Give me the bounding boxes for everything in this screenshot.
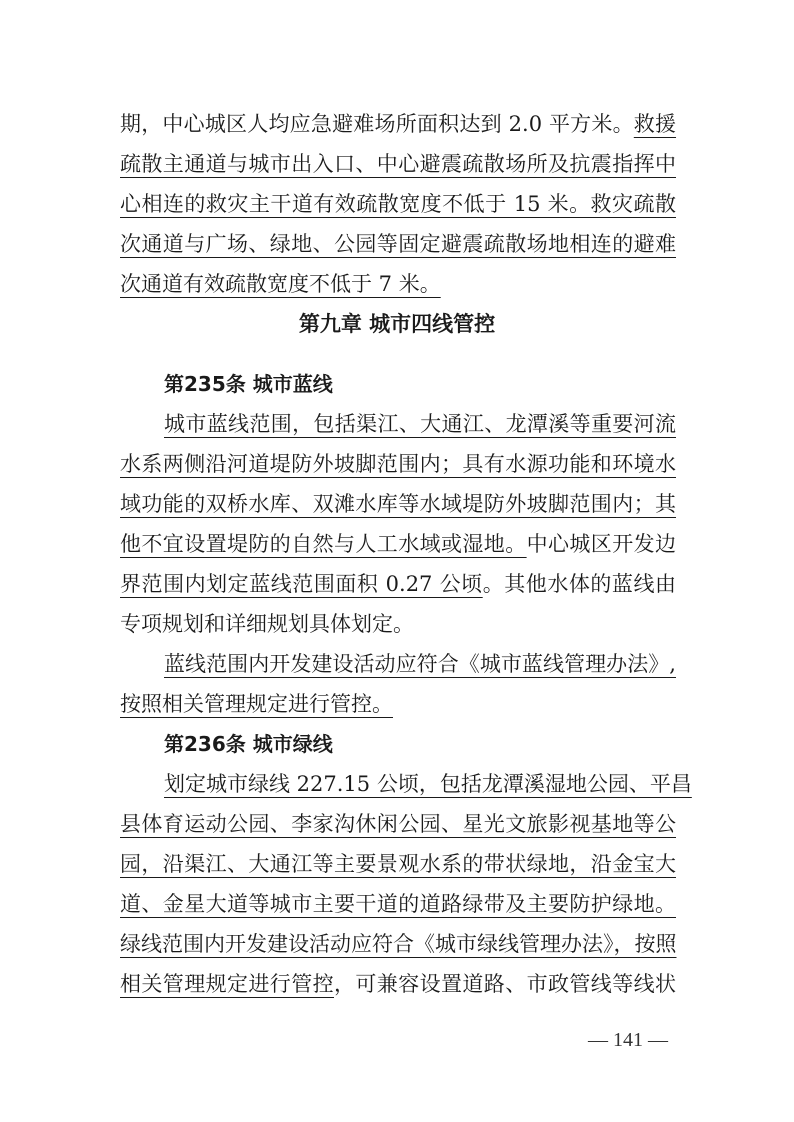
text-line [164, 764, 692, 804]
text-line [120, 884, 676, 924]
text-line [120, 144, 676, 184]
underlined-text: 道、金星大道等城市主要干道的道路绿带及主要防护绿地。 [120, 892, 676, 916]
text-line [120, 264, 676, 304]
text-segment: ，可兼容设置道路、市政管线等线状 [334, 972, 676, 996]
underlined-text: 蓝线范围内开发建设活动应符合《城市蓝线管理办法》, [164, 652, 676, 676]
text-line [120, 224, 676, 264]
underlined-text: 他不宜设置堤防的自然与人工水域或湿地。 [120, 532, 527, 556]
underlined-text: 心相连的救灾主干道有效疏散宽度不低于 15 米。救灾疏散 [120, 192, 676, 216]
underlined-text: 疏散主通道与城市出入口、中心避震疏散场所及抗震指挥中 [120, 152, 676, 176]
underlined-text: 水系两侧沿河道堤防外坡脚范围内；具有水源功能和环境水 [120, 452, 676, 476]
underlined-text: 次通道有效疏散宽度不低于 7 米。 [120, 272, 441, 296]
underlined-text: 绿线范围内开发建设活动应符合《城市绿线管理办法》，按照 [120, 932, 677, 956]
underlined-text: 界范围内划定蓝线范围面积 0.27 公顷 [120, 572, 483, 596]
text-line [120, 924, 676, 964]
article-236-heading: 第236条 城市绿线 [164, 732, 333, 756]
underlined-text: 相关管理规定进行管控 [120, 972, 334, 996]
text-line [120, 104, 676, 144]
text-line [120, 684, 676, 724]
underlined-text: 域功能的双桥水库、双滩水库等水域堤防外坡脚范围内；其 [120, 492, 676, 516]
text-segment: 。其他水体的蓝线由 [482, 572, 676, 596]
underlined-text: 救援 [633, 112, 677, 136]
text-segment: 中心城区开发边 [526, 532, 677, 556]
text-line [120, 444, 676, 484]
text-line [120, 484, 676, 524]
text-line [164, 404, 676, 444]
text-line [120, 564, 676, 604]
text-line [164, 644, 676, 684]
text-segment: 专项规划和详细规划具体划定。 [120, 612, 414, 636]
text-line [120, 804, 676, 844]
underlined-text: 园，沿渠江、大通江等主要景观水系的带状绿地，沿金宝大 [120, 852, 676, 876]
text-line [120, 604, 676, 644]
text-line [120, 844, 676, 884]
page-number: — 141 — [588, 1029, 668, 1051]
underlined-text: 次通道与广场、绿地、公园等固定避震疏散场地相连的避难 [120, 232, 676, 256]
text-line [120, 964, 676, 1004]
text-segment: 期，中心城区人均应急避难场所面积达到 2.0 平方米。 [120, 112, 634, 136]
text-line [120, 184, 676, 224]
article-235-heading: 第235条 城市蓝线 [164, 372, 333, 396]
underlined-text: 划定城市绿线 227.15 公顷，包括龙潭溪湿地公园、平昌 [164, 772, 692, 796]
text-line [120, 524, 676, 564]
underlined-text: 县体育运动公园、李家沟休闲公园、星光文旅影视基地等公 [120, 812, 676, 836]
underlined-text: 城市蓝线范围，包括渠江、大通江、龙潭溪等重要河流 [164, 412, 676, 436]
underlined-text: 按照相关管理规定进行管控。 [120, 692, 393, 716]
chapter-title: 第九章 城市四线管控 [298, 312, 496, 336]
